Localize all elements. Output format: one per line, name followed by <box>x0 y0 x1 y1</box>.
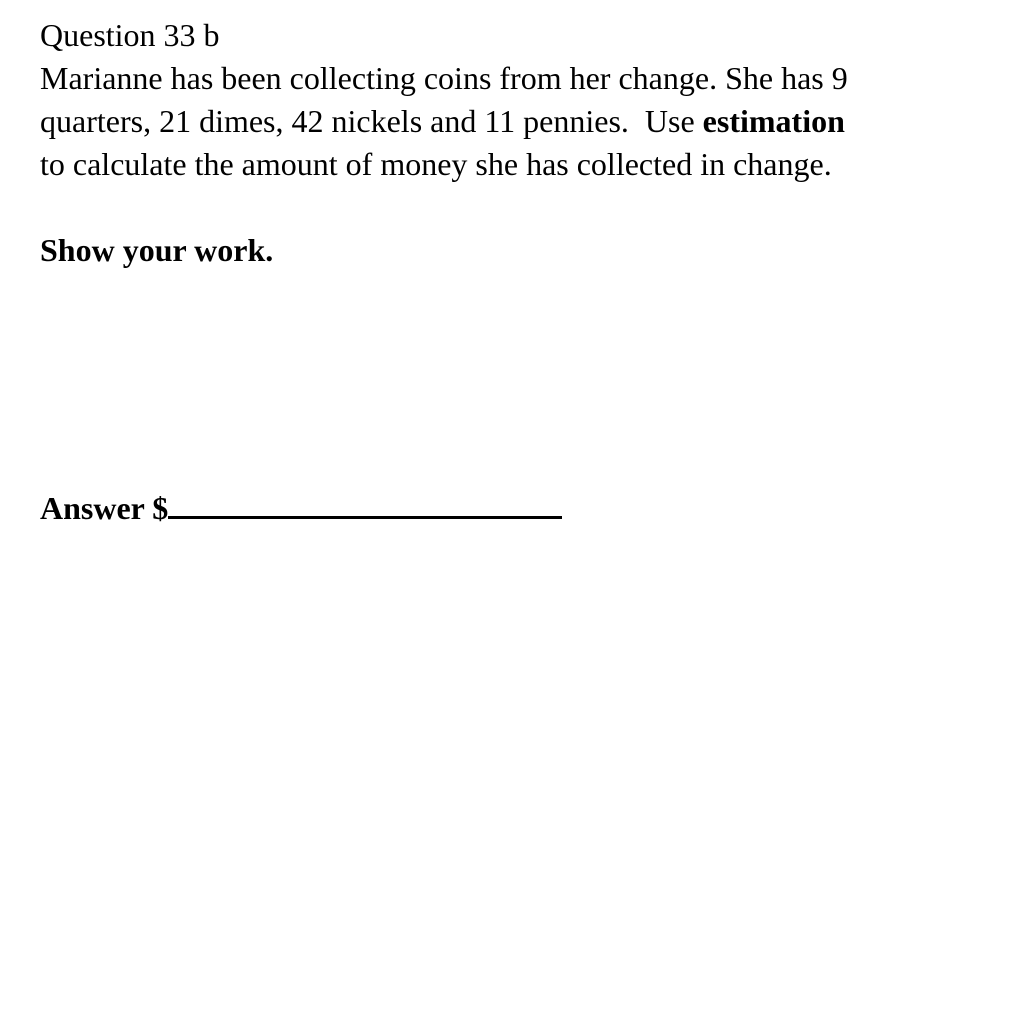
estimation-emphasis: estimation <box>702 103 845 139</box>
answer-line <box>40 486 562 530</box>
show-work-instruction: Show your work. <box>40 232 274 268</box>
answer-label: Answer $ <box>40 490 169 526</box>
question-text-line-2 <box>40 100 1000 143</box>
question-text-line-3: to calculate the amount of money she has collected in change. <box>40 146 832 182</box>
answer-blank[interactable] <box>168 486 562 519</box>
question-text-line-2-start: quarters, 21 dimes, 42 nickels and 11 pennies. Use <box>40 103 703 139</box>
question-text-line-1: Marianne has been collecting coins from her change. She has 9 <box>40 60 848 96</box>
question-title: Question 33 b <box>40 17 220 53</box>
question-block <box>40 14 1000 272</box>
